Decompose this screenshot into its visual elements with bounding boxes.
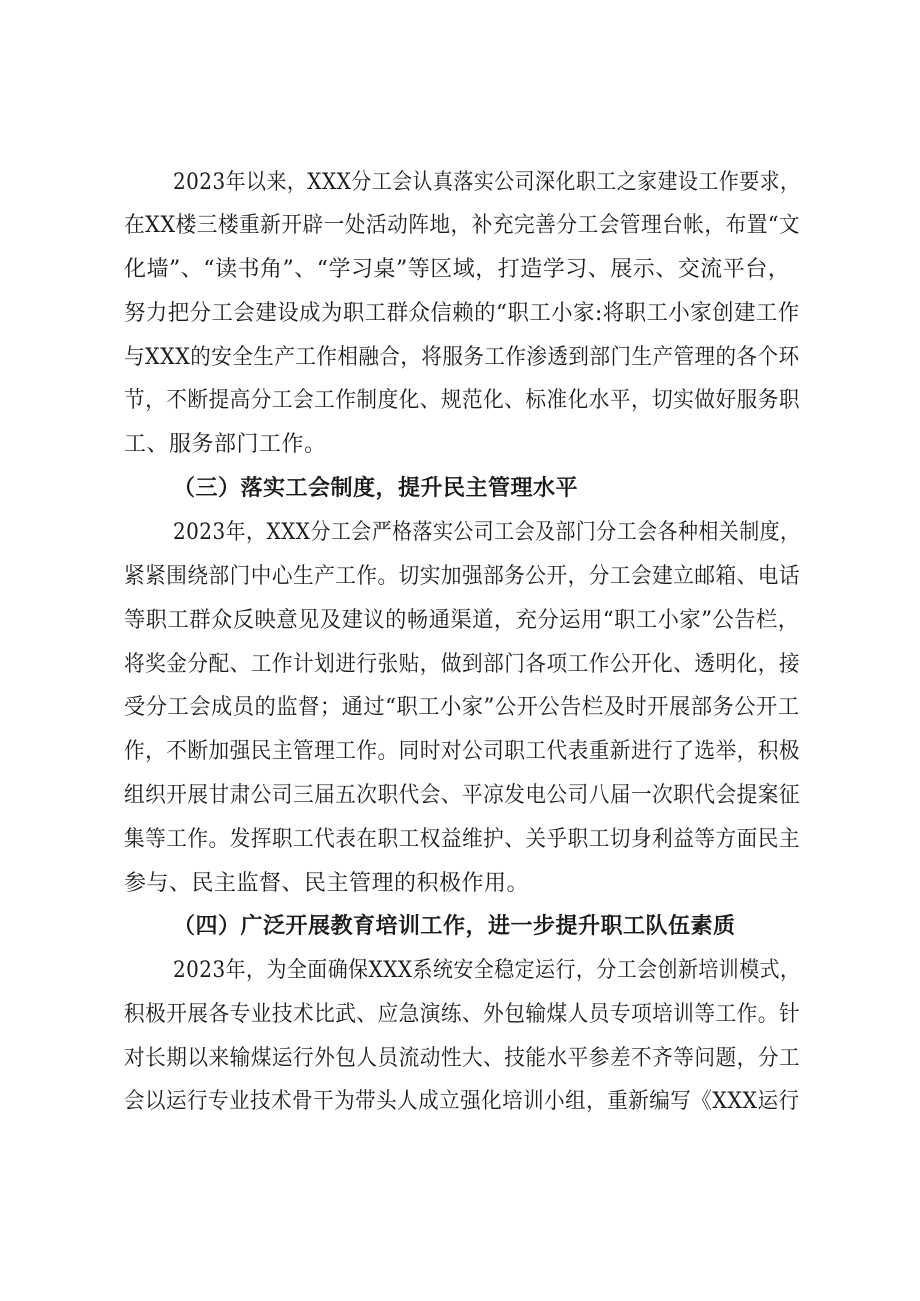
- paragraph-2-line-6: 作，不断加强民主管理工作。同时对公司职工代表重新进行了选举，积极: [124, 739, 801, 764]
- paragraph-2-line-1: 2023年，XXX分工会严格落实公司工会及部门分工会各种相关制度，: [173, 520, 801, 545]
- section-heading-3: （三）落实工会制度，提升民主管理水平: [173, 476, 579, 501]
- paragraph-1-line-3: 化墙”、“读书角”、“学习桌”等区域，打造学习、展示、交流平台，: [124, 257, 791, 282]
- paragraph-1-line-7: 工、服务部门工作。: [124, 432, 327, 457]
- paragraph-2-line-8: 集等工作。发挥职工代表在职工权益维护、关乎职工切身利益等方面民主: [124, 827, 801, 852]
- paragraph-1-line-6: 节，不断提高分工会工作制度化、规范化、标准化水平，切实做好服务职: [124, 388, 801, 413]
- paragraph-2-line-7: 组织开展甘肃公司三届五次职代会、平凉发电公司八届一次职代会提案征: [124, 783, 801, 808]
- paragraph-3-line-1: 2023年，为全面确保XXX系统安全稳定运行，分工会创新培训模式，: [173, 958, 801, 983]
- section-heading-4: （四）广泛开展教育培训工作，进一步提升职工队伍素质: [173, 914, 736, 939]
- paragraph-2-line-4: 将奖金分配、工作计划进行张贴，做到部门各项工作公开化、透明化，接: [124, 652, 801, 677]
- paragraph-3-line-3: 对长期以来输煤运行外包人员流动性大、技能水平参差不齐等问题，分工: [124, 1046, 801, 1071]
- paragraph-2-line-9: 参与、民主监督、民主管理的积极作用。: [124, 871, 530, 896]
- paragraph-1-line-5: 与XXX的安全生产工作相融合，将服务工作渗透到部门生产管理的各个环: [124, 345, 800, 370]
- paragraph-1-line-1: 2023年以来，XXX分工会认真落实公司深化职工之家建设工作要求，: [173, 170, 801, 195]
- paragraph-2-line-2: 紧紧围绕部门中心生产工作。切实加强部务公开，分工会建立邮箱、电话: [124, 564, 801, 589]
- paragraph-1-line-4: 努力把分工会建设成为职工群众信赖的“职工小家:将职工小家创建工作: [124, 301, 800, 326]
- paragraph-2-line-3: 等职工群众反映意见及建议的畅通渠道，充分运用“职工小家”公告栏，: [124, 608, 800, 633]
- paragraph-2-line-5: 受分工会成员的监督；通过“职工小家”公开公告栏及时开展部务公开工: [124, 695, 800, 720]
- paragraph-3-line-2: 积极开展各专业技术比武、应急演练、外包输煤人员专项培训等工作。针: [124, 1002, 801, 1027]
- paragraph-1-line-2: 在XX楼三楼重新开辟一处活动阵地，补充完善分工会管理台帐，布置“文: [124, 213, 801, 238]
- paragraph-3-line-4: 会以运行专业技术骨干为带头人成立强化培训小组，重新编写《XXX运行: [124, 1089, 800, 1114]
